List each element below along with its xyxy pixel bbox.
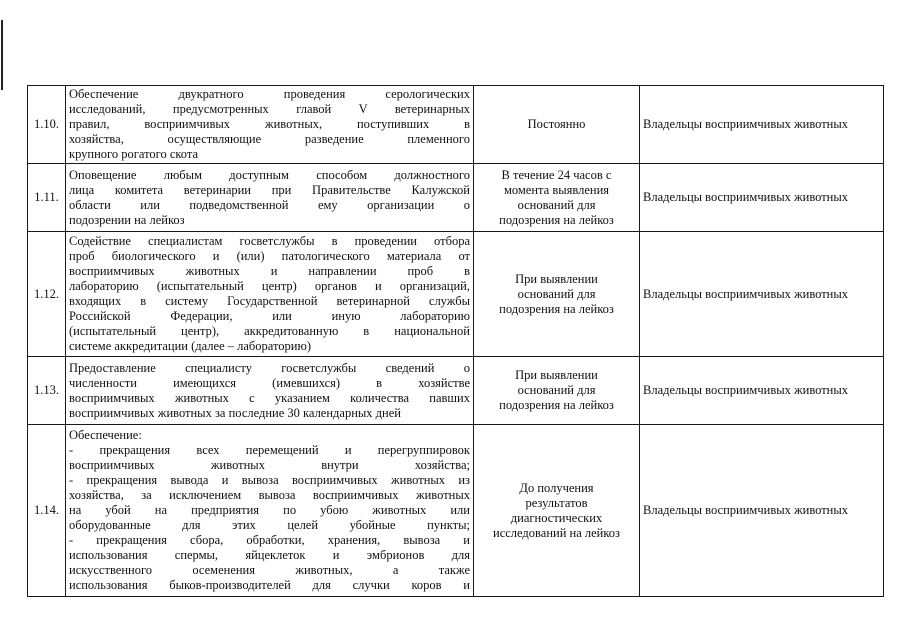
description-line: - прекращения вывода и вывоза восприимчивых животных из <box>69 473 470 487</box>
description-line: численности имеющихся (имевшихся) в хозяйстве <box>69 375 470 390</box>
row-number: 1.14. <box>28 425 66 597</box>
row-number: 1.11. <box>28 164 66 232</box>
term-line: До получения <box>519 480 594 495</box>
description-line: восприимчивых животных и направлении проб в <box>69 264 470 278</box>
responsible-party: Владельцы восприимчивых животных <box>640 164 884 232</box>
measures-table-body <box>28 86 884 597</box>
description-line: искусственного осеменения животных, а также <box>69 563 470 577</box>
description-line: - прекращения сбора, обработки, хранения, вывоза и <box>69 533 470 547</box>
description-line: крупного рогатого скота <box>69 147 199 161</box>
measure-description <box>66 164 474 232</box>
measures-table <box>27 85 884 597</box>
description-line: использования спермы, яйцеклеток и эмбрионов для <box>69 548 470 562</box>
measure-description <box>66 232 474 357</box>
table-row <box>28 232 884 357</box>
description-line: исследований, предусмотренных главой V ветеринарных <box>69 102 470 116</box>
description-line: использования быков-производителей для случки коров и <box>69 578 470 592</box>
term-line: исследований на лейкоз <box>493 525 620 540</box>
term-line: подозрения на лейкоз <box>499 212 614 227</box>
description-line: хозяйства, за исключением вывоза восприимчивых животных <box>69 488 470 502</box>
description-line: восприимчивых животных с указанием количества павших <box>69 390 470 405</box>
measure-description <box>66 425 474 597</box>
responsible-party: Владельцы восприимчивых животных <box>640 232 884 357</box>
term-line: диагностических <box>510 510 603 525</box>
row-number: 1.12. <box>28 232 66 357</box>
term-line: В течение 24 часов с <box>501 167 612 182</box>
description-line: восприимчивых животных за последние 30 календарных дней <box>69 405 401 420</box>
measure-term <box>474 164 640 232</box>
table-row <box>28 86 884 164</box>
row-number: 1.13. <box>28 357 66 425</box>
row-number: 1.10. <box>28 86 66 164</box>
description-line: оборудованные для этих целей убойные пункты; <box>69 518 470 532</box>
description-line: (испытательный центр), аккредитованную в национальной <box>69 324 470 338</box>
measure-description <box>66 86 474 164</box>
description-line: лица комитета ветеринарии при Правительстве Калужской <box>69 182 470 197</box>
table-row <box>28 425 884 597</box>
responsible-party: Владельцы восприимчивых животных <box>640 86 884 164</box>
description-line: подозрении на лейкоз <box>69 212 185 227</box>
term-line: оснований для <box>517 383 596 397</box>
description-line: входящих в систему Государственной ветеринарной службы <box>69 294 470 308</box>
measure-term <box>474 232 640 357</box>
responsible-party: Владельцы восприимчивых животных <box>640 357 884 425</box>
description-line: проб биологического и (или) патологического материала от <box>69 249 470 263</box>
page-edge-mark <box>1 20 3 90</box>
term-line: результатов <box>525 495 588 510</box>
description-line: области или подведомственной ему организации о <box>69 197 470 212</box>
term-line: подозрения на лейкоз <box>499 301 614 316</box>
term-line: подозрения на лейкоз <box>499 398 614 412</box>
description-line: Содействие специалистам госветслужбы в проведении отбора <box>69 234 470 248</box>
measure-description <box>66 357 474 425</box>
description-line: Обеспечение: <box>69 428 142 442</box>
description-line: лабораторию (испытательный центр) органов и организаций, <box>69 279 470 293</box>
term-line: оснований для <box>517 286 596 301</box>
measure-term <box>474 357 640 425</box>
description-line: Предоставление специалисту госветслужбы сведений о <box>69 360 470 375</box>
description-line: системе аккредитации (далее – лабораторию) <box>69 339 311 353</box>
measure-term <box>474 425 640 597</box>
description-line: Оповещение любым доступным способом должностного <box>69 167 470 182</box>
measure-term <box>474 86 640 164</box>
term-line: момента выявления <box>503 182 610 197</box>
description-line: Российской Федерации, или иную лабораторию <box>69 309 470 323</box>
term-line: Постоянно <box>527 117 586 131</box>
term-line: При выявлении <box>515 368 598 382</box>
responsible-party: Владельцы восприимчивых животных <box>640 425 884 597</box>
term-line: При выявлении <box>515 271 598 286</box>
description-line: на убой на предприятия по убою животных или <box>69 503 470 517</box>
term-line: оснований для <box>517 197 596 212</box>
table-row <box>28 357 884 425</box>
table-row <box>28 164 884 232</box>
description-line: восприимчивых животных внутри хозяйства; <box>69 458 470 472</box>
description-line: Обеспечение двукратного проведения серологических <box>69 87 470 101</box>
description-line: - прекращения всех перемещений и перегруппировок <box>69 443 470 457</box>
description-line: правил, восприимчивых животных, поступивших в <box>69 117 470 131</box>
description-line: хозяйства, осуществляющие разведение племенного <box>69 132 470 146</box>
